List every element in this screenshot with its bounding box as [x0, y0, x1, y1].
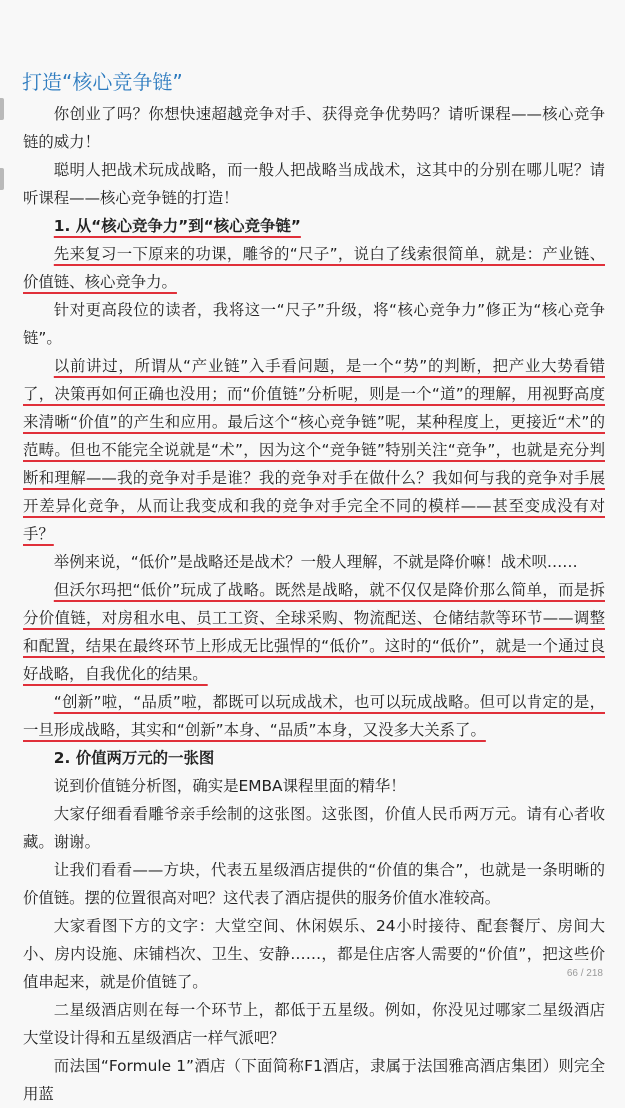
section-heading: 1. 从“核心竞争力”到“核心竞争链”	[53, 217, 301, 235]
paragraph: 二星级酒店则在每一个环节上，都低于五星级。例如，你没见过哪家二星级酒店大堂设计得和五星级酒店一样气派吧？	[23, 1001, 605, 1047]
paragraph: 针对更高段位的读者，我将这一“尺子”升级，将“核心竞争力”修正为“核心竞争链”。	[23, 301, 605, 347]
paragraph: 你创业了吗？你想快速超越竞争对手、获得竞争优势吗？请听课程——核心竞争链的威力！	[23, 105, 605, 151]
paragraph: 聪明人把战术玩成战略，而一般人把战略当成战术，这其中的分别在哪儿呢？请听课程——核心竞争链的打造！	[23, 161, 605, 207]
chapter-title: 打造“核心竞争链”	[22, 70, 183, 94]
highlighted-paragraph: 但沃尔玛把“低价”玩成了战略。既然是战略，就不仅仅是降价那么简单，而是拆分价值链，对房租水电、员工工资、全球采购、物流配送、仓储结款等环节——调整和配置，结果在最终环节上形成无比强悍的“低价”。这时的“低价”，就是一个通过良好战略，自我优化的结果。	[23, 581, 605, 683]
paragraph: 说到价值链分析图，确实是EMBA课程里面的精华！	[53, 777, 406, 795]
section-heading: 2. 价值两万元的一张图	[53, 749, 215, 767]
highlighted-paragraph: 先来复习一下原来的功课，雕爷的“尺子”，说白了线索很简单，就是：产业链、价值链、核心竞争力。	[23, 245, 605, 291]
page-indicator: 66 / 218	[566, 968, 603, 979]
paragraph: 举例来说，“低价”是战略还是战术？一般人理解，不就是降价嘛！战术呗……	[53, 553, 578, 571]
paragraph: 让我们看看——方块，代表五星级酒店提供的“价值的集合”，也就是一条明晰的价值链。摆的位置很高对吧？这代表了酒店提供的服务价值水准较高。	[23, 861, 605, 907]
highlighted-paragraph: 以前讲过，所谓从“产业链”入手看问题，是一个“势”的判断，把产业大势看错了，决策再如何正确也没用；而“价值链”分析呢，则是一个“道”的理解，用视野高度来清晰“价值”的产生和应用。最后这个“核心竞争链”呢，某种程度上，更接近“术”的范畴。但也不能完全说就是“术”，因为这个“竞争链”特别关注“竞争”，也就是充分判断和理解——我的竞争对手是谁？我的竞争对手在做什么？我如何与我的竞争对手展开差异化竞争，从而让我变成和我的竞争对手完全不同的模样——甚至变成没有对手？	[23, 357, 605, 543]
highlighted-paragraph: “创新”啦，“品质”啦，都既可以玩成战术，也可以玩成战略。但可以肯定的是，一旦形成战略，其实和“创新”本身、“品质”本身，又没多大关系了。	[23, 693, 605, 739]
paragraph: 而法国“Formule 1”酒店（下面简称F1酒店，隶属于法国雅高酒店集团）则完全用蓝	[23, 1057, 605, 1103]
paragraph: 大家仔细看看雕爷亲手绘制的这张图。这张图，价值人民币两万元。请有心者收藏。谢谢。	[23, 805, 605, 851]
left-edge-marker	[0, 168, 4, 190]
left-edge-marker	[0, 98, 4, 120]
chapter-body	[23, 100, 605, 1108]
paragraph: 大家看图下方的文字：大堂空间、休闲娱乐、24小时接待、配套餐厅、房间大小、房内设施、床铺档次、卫生、安静……，都是住店客人需要的“价值”，把这些价值串起来，就是价值链了。	[23, 917, 605, 991]
